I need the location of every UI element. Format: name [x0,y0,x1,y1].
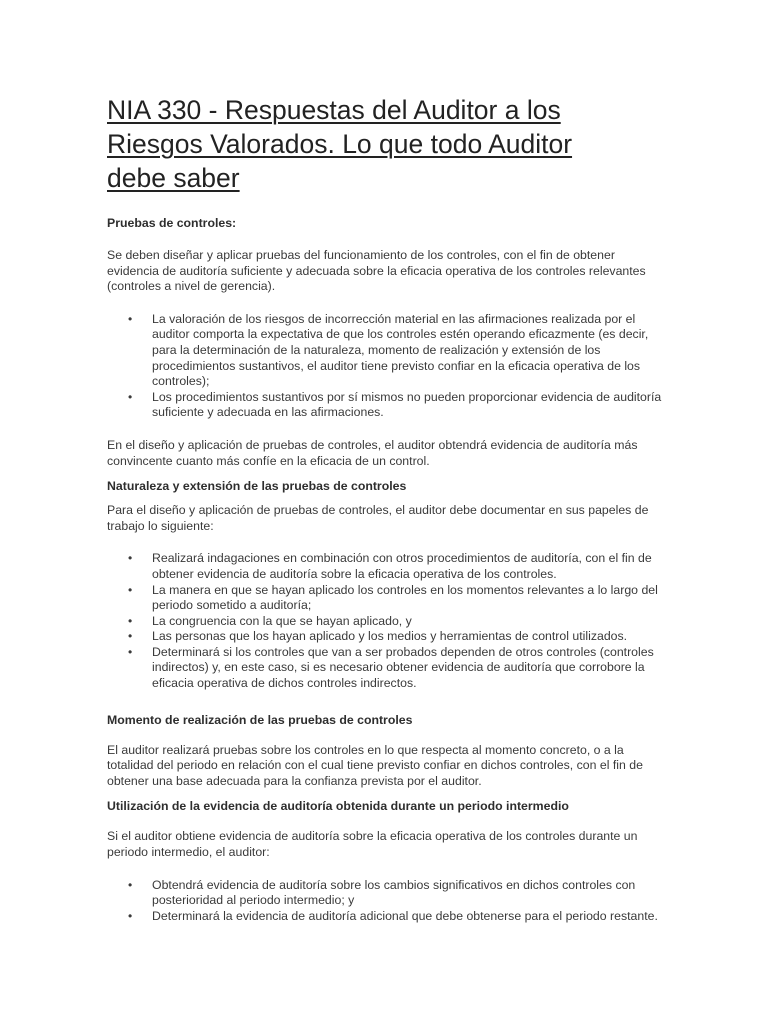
list-item-text: Determinará si los controles que van a ser probados dependen de otros controles (controles indirectos) y, en este caso, si es necesario obtener evidencia de auditoría que corrobore la eficacia operativa de dichos controles indirectos. [152,644,654,691]
list-item [128,644,667,692]
list-item-text: Los procedimientos sustantivos por sí mismos no pueden proporcionar evidencia de auditoría suficiente y adecuada en las afirmaciones. [152,389,662,420]
section-intro-utilizacion: Si el auditor obtiene evidencia de auditoría sobre la eficacia operativa de los controles durante un periodo intermedio, el auditor: [107,829,638,860]
list-item [128,629,667,645]
bullet-icon: • [128,908,133,923]
list-item [128,877,667,909]
bullet-icon: • [128,389,133,404]
list-item [128,582,667,614]
section-outro-pruebas: En el diseño y aplicación de pruebas de controles, el auditor obtendrá evidencia de auditoría más convincente cuanto más confíe en la eficacia de un control. [107,437,638,468]
list-item-text: Realizará indagaciones en combinación con otros procedimientos de auditoría, con el fin de obtener evidencia de auditoría sobre la eficacia operativa de los controles. [152,551,652,581]
list-item-text: La manera en que se hayan aplicado los controles en los momentos relevantes a lo largo del periodo sometido a auditoría; [152,582,658,613]
bullet-icon: • [128,551,133,566]
list-item [128,389,667,421]
section-body-momento: El auditor realizará pruebas sobre los controles en lo que respecta al momento concreto, o a la totalidad del periodo en relación con el cual tiene previsto confiar en dichos controles, con el fin de obtener una base adecuada para la confianza prevista por el auditor. [107,742,643,788]
bullet-list-utilizacion [107,878,667,925]
section-heading-utilizacion: Utilización de la evidencia de auditoría obtenida durante un periodo intermedio [107,799,569,814]
bullet-icon: • [128,877,133,892]
list-item-text: Determinará la evidencia de auditoría adicional que debe obtenerse para el periodo restante. [152,908,658,923]
list-item-text: La valoración de los riesgos de incorrección material en las afirmaciones realizada por el auditor comporta la expectativa de que los controles estén operando eficazmente (es decir, para la determinación de la naturaleza, momento de realización y extensión de los procedimientos sustantivos, el auditor tiene previsto confiar en la eficacia operativa de los controles); [152,311,649,389]
bullet-icon: • [128,629,133,644]
section-intro-naturaleza: Para el diseño y aplicación de pruebas de controles, el auditor debe documentar en sus papeles de trabajo lo siguiente: [107,503,649,533]
bullet-list-naturaleza [107,551,667,691]
list-item-text: Las personas que los hayan aplicado y los medios y herramientas de control utilizados. [152,629,628,644]
document-page [107,93,667,924]
list-item-text: Obtendrá evidencia de auditoría sobre los cambios significativos en dichos controles con posterioridad al periodo intermedio; y [152,877,636,908]
section-heading-naturaleza: Naturaleza y extensión de las pruebas de controles [107,479,407,494]
list-item-text: La congruencia con la que se hayan aplicado, y [152,613,412,628]
bullet-icon: • [128,582,133,597]
document-title: NIA 330 - Respuestas del Auditor a los Riesgos Valorados. Lo que todo Auditor debe saber [107,95,573,193]
bullet-icon: • [128,644,133,659]
list-item [128,908,667,925]
bullet-icon: • [128,613,133,628]
list-item [128,311,667,390]
bullet-icon: • [128,311,133,326]
section-heading-momento: Momento de realización de las pruebas de controles [107,712,413,727]
section-intro-pruebas: Se deben diseñar y aplicar pruebas del funcionamiento de los controles, con el fin de obtener evidencia de auditoría suficiente y adecuada sobre la eficacia operativa de los controles relevantes (controles a nivel de gerencia). [107,248,646,294]
section-heading-pruebas: Pruebas de controles: [107,216,237,230]
list-item [128,551,667,582]
list-item [128,613,667,630]
bullet-list-pruebas [107,312,667,421]
